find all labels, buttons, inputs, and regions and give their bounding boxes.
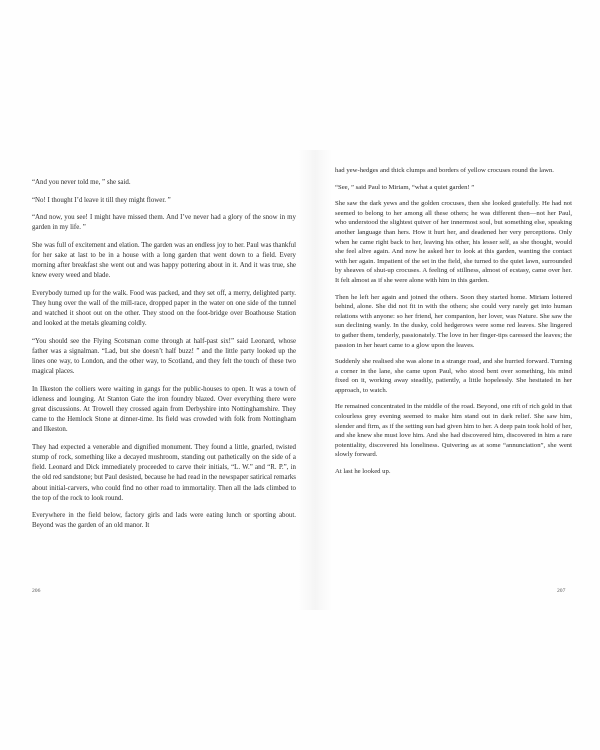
right-page <box>335 167 572 484</box>
paragraph: “You should see the Flying Scotsman come through at half-past six!” said Leonard, whose father was a signalman. “Lad, but she doesn’t half buzz! ” and the little party looked up the lines one way, to London, and the other way, to Scotland, and they felt the touch of these two magical places. <box>32 338 296 376</box>
paragraph: “And now, you see! I might have missed them. And I’ve never had a glory of the snow in my garden in my life. ” <box>32 214 296 232</box>
paragraph: Then he left her again and joined the others. Soon they started home. Miriam loitered behind, alone. She did not fit in with the others; she could very rarely get into human relations with anyone: so her friend, her companion, her lover, was Nature. She saw the sun declining wanly. In the dusky, cold hedgerows were some red leaves. She lingered to gather them, tenderly, passionately. The love in her finger-tips caressed the leaves; the passion in her heart came to a glow upon the leaves. <box>335 293 572 349</box>
left-page <box>32 178 296 539</box>
paragraph: “No! I thought I’d leave it till they might flower. ” <box>32 196 171 204</box>
paragraph: At last he looked up. <box>335 468 391 476</box>
page-number-left: 206 <box>32 588 41 594</box>
page-number-right: 207 <box>557 588 566 594</box>
paragraph: had yew-hedges and thick clumps and borders of yellow crocuses round the lawn. <box>335 167 554 174</box>
paragraph: She saw the dark yews and the golden crocuses, then she looked gratefully. He had not seemed to belong to her among all these others; he was different then—not her Paul, who understood the slightest quiver of her innermost soul, but something else, speaking another language than hers. How it hurt her, and deadened her very perceptions. Only when he came right back to her, leaving his other, his lesser self, as she thought, would she feel alive again. And now he asked her to look at this garden, wanting the contact with her again. Impatient of the set in the field, she turned to the quiet lawn, surrounded by sheaves of shut-up crocuses. A feeling of stillness, almost of ecstasy, came over her. It felt almost as if she were alone with him in this garden. <box>335 200 572 284</box>
paragraph: Everywhere in the field below, factory girls and lads were eating lunch or sporting about. Beyond was the garden of an old manor. It <box>32 512 296 530</box>
paragraph: Suddenly she realised she was alone in a strange road, and she hurried forward. Turning a corner in the lane, she came upon Paul, who stood bent over something, his mind fixed on it, working away steadily, patiently, a little hopelessly. She hesitated in her approach, to watch. <box>335 358 572 394</box>
paragraph: In Ilkeston the colliers were waiting in gangs for the public-houses to open. It was a town of idleness and lounging. At Stanton Gate the iron foundry blazed. Over everything there were great discussions. At Trowell they crossed again from Derbyshire into Nottinghamshire. They came to the Hemlock Stone at dinner-time. Its field was crowded with folk from Nottingham and Ilkeston. <box>32 386 296 434</box>
paragraph: “See, ” said Paul to Miriam, “what a quiet garden! ” <box>335 183 475 191</box>
page-gutter <box>298 150 332 610</box>
paragraph: Everybody turned up for the walk. Food was packed, and they set off, a merry, delighted party. They hung over the wall of the mill-race, dropped paper in the water on one side of the tunnel and watched it shoot out on the other. They stood on the foot-bridge over Boathouse Station and looked at the metals gleaming coldly. <box>32 290 296 328</box>
paragraph: “And you never told me, ” she said. <box>32 179 131 186</box>
paragraph: He remained concentrated in the middle of the road. Beyond, one rift of rich gold in that colourless grey evening seemed to make him stand out in dark relief. She saw him, slender and firm, as if the setting sun had given him to her. A deep pain took hold of her, and she knew she must love him. And she had discovered him, discovered in him a rare potentiality, discovered his loneliness. Quivering as at some “annunciation”, she went slowly forward. <box>335 403 572 459</box>
paragraph: She was full of excitement and elation. The garden was an endless joy to her. Paul was thankful for her sake at last to be in a house with a long garden that went down to a field. Every morning after breakfast she went out and was happy pottering about in it. And it was true, she knew every weed and blade. <box>32 242 296 280</box>
paragraph: They had expected a venerable and dignified monument. They found a little, gnarled, twisted stump of rock, something like a decayed mushroom, standing out pathetically on the side of a field. Leonard and Dick immediately proceeded to carve their initials, “L. W.” and “R. P.”, in the old red sandstone; but Paul desisted, because he had read in the newspaper satirical remarks about initial-carvers, who could find no other road to immortality. Then all the lads climbed to the top of the rock to look round. <box>32 444 296 502</box>
